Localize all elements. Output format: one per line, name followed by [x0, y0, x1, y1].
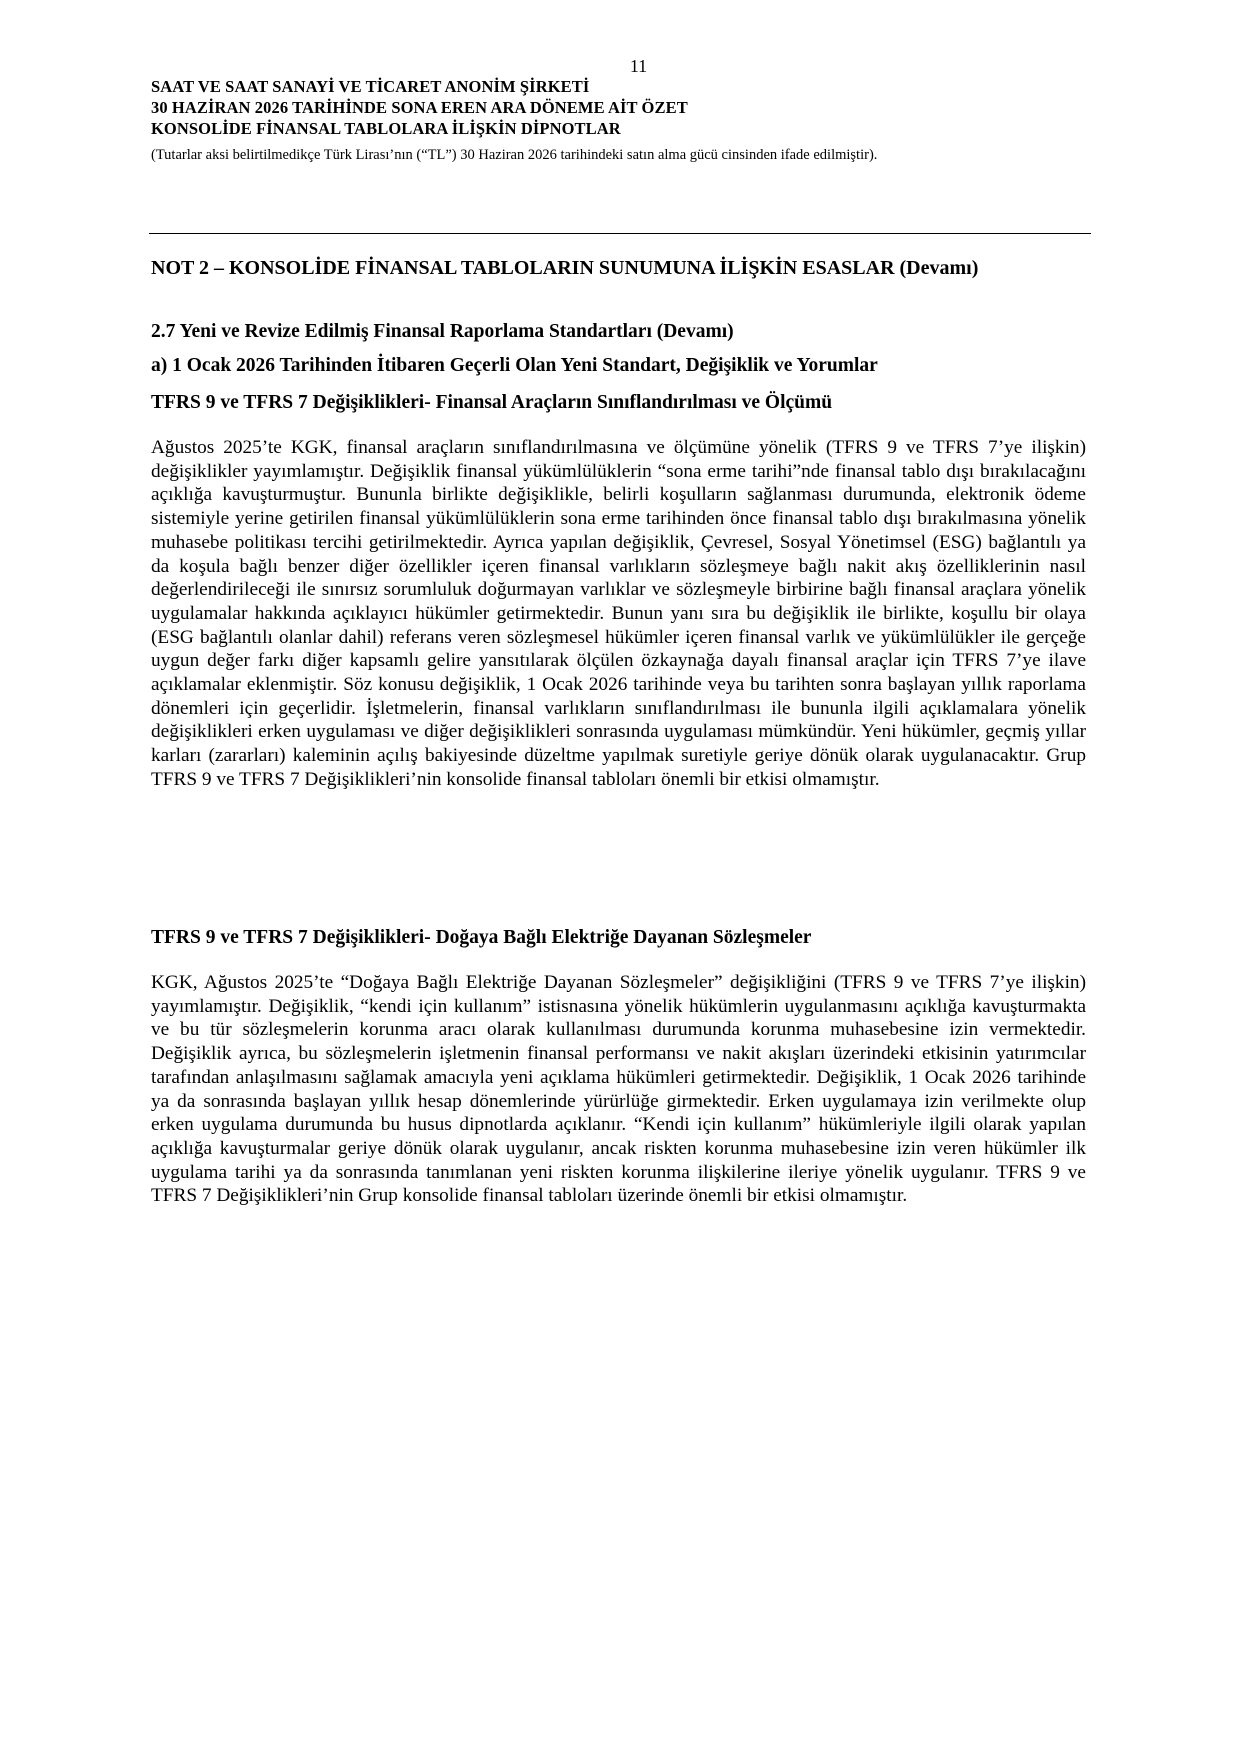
header-subtitle: KONSOLİDE FİNANSAL TABLOLARA İLİŞKİN DİPNOTLAR [151, 119, 621, 138]
subsubsection-heading: a) 1 Ocak 2026 Tarihinden İtibaren Geçerli Olan Yeni Standart, Değişiklik ve Yorumlar [151, 355, 878, 376]
subsection-heading: 2.7 Yeni ve Revize Edilmiş Finansal Raporlama Standartları (Devamı) [151, 321, 734, 342]
header-period: 30 HAZİRAN 2026 TARİHİNDE SONA EREN ARA DÖNEME AİT ÖZET [151, 98, 688, 117]
header-divider [149, 233, 1091, 234]
topic-body-classification: Ağustos 2025’te KGK, finansal araçların sınıflandırılmasına ve ölçümüne yönelik (TFRS 9 ve TFRS 7’ye ilişkin) değişiklikler yayımlamıştır. Değişiklik finansal yükümlülüklerin “sona erme tarihi”nde finansal tablo dışı bırakılacağını açıklığa kavuşturmuştur. Bununla birlikte değişiklikle, belirli koşulların sağlanması durumunda, elektronik ödeme sistemiyle yerine getirilen finansal yükümlülüklerin sona erme tarihinden önce finansal tablo dışı bırakılmasına yönelik muhasebe politikası tercihi getirilmektedir. Ayrıca yapılan değişiklik, Çevresel, Sosyal Yönetimsel (ESG) bağlantılı ya da koşula bağlı benzer diğer özellikler içeren finansal varlıkların sözleşmeye bağlı nakit akış özelliklerinin nasıl değerlendirileceği ile sınırsız sorumluluk doğurmayan varlıklar ve sözleşmeyle birbirine bağlı finansal araçlara yönelik uygulamalar hakkında açıklayıcı hükümler getirmektedir. Bunun yanı sıra bu değişiklik ile birlikte, koşullu bir olaya (ESG bağlantılı olanlar dahil) referans veren sözleşmesel hükümler içeren finansal varlık ve yükümlülükler ile gerçeğe uygun değer farkı diğer kapsamlı gelire yansıtılarak ölçülen özkaynağa dayalı finansal araçlar için TFRS 7’ye ilave açıklamalar eklenmiştir. Söz konusu değişiklik, 1 Ocak 2026 tarihinde veya bu tarihten sonra başlayan yıllık raporlama dönemleri için geçerlidir. İşletmelerin, finansal varlıkların sınıflandırılması ile bununla ilgili açıklamalara yönelik değişiklikleri erken uygulaması ve diğer değişiklikleri sonrasında uygulaması mümkündür. Yeni hükümler, geçmiş yıllar karları (zararları) kaleminin açılış bakiyesinde düzeltme yapılmak suretiyle geriye dönük olarak uygulanacaktır. Grup TFRS 9 ve TFRS 7 Değişiklikleri’nin konsolide finansal tabloları önemli bir etkisi olmamıştır. [151, 437, 1086, 790]
section-title: NOT 2 – KONSOLİDE FİNANSAL TABLOLARIN SUNUMUNA İLİŞKİN ESASLAR (Devamı) [151, 257, 979, 279]
document-page [151, 56, 1086, 1207]
topic-heading-nature-dependent-electricity: TFRS 9 ve TFRS 7 Değişiklikleri- Doğaya Bağlı Elektriğe Dayanan Sözleşmeler [151, 927, 812, 948]
topic-body-nature-dependent-electricity: KGK, Ağustos 2025’te “Doğaya Bağlı Elektriğe Dayanan Sözleşmeler” değişikliğini (TFRS 9 ve TFRS 7’ye ilişkin) yayımlamıştır. Değişiklik, “kendi için kullanım” istisnasına yönelik hükümlerin uygulanmasını açıklığa kavuşturmakta ve bu tür sözleşmelerin korunma aracı olarak kullanılması durumunda korunma muhasebesine izin vermektedir. Değişiklik ayrıca, bu sözleşmelerin işletmenin finansal performansı ve nakit akışları üzerindeki etkisinin yatırımcılar tarafından anlaşılmasını sağlamak amacıyla yeni açıklama hükümleri getirmektedir. Değişiklik, 1 Ocak 2026 tarihinde ya da sonrasında başlayan yıllık hesap dönemlerinde yürürlüğe girmektedir. Erken uygulamaya izin verilmekte olup erken uygulama durumunda bu husus dipnotlarda açıklanır. “Kendi için kullanım” hükümleriyle ilgili olarak yapılan açıklığa kavuşturmalar geriye dönük olarak uygulanır, ancak riskten korunma muhasebesine izin veren hükümler ilk uygulama tarihi ya da sonrasında tanımlanan yeni riskten korunma ilişkilerine ileriye yönelik uygulanır. TFRS 9 ve TFRS 7 Değişiklikleri’nin Grup konsolide finansal tabloları üzerinde önemli bir etkisi olmamıştır. [151, 972, 1086, 1207]
header-note: (Tutarlar aksi belirtilmedikçe Türk Lirası’nın (“TL”) 30 Haziran 2026 tarihindeki satın alma gücü cinsinden ifade edilmiştir). [151, 147, 878, 163]
topic-heading-classification: TFRS 9 ve TFRS 7 Değişiklikleri- Finansal Araçların Sınıflandırılması ve Ölçümü [151, 392, 833, 413]
header-company: SAAT VE SAAT SANAYİ VE TİCARET ANONİM ŞİRKETİ [151, 77, 590, 96]
page-number: 11 [629, 56, 648, 76]
